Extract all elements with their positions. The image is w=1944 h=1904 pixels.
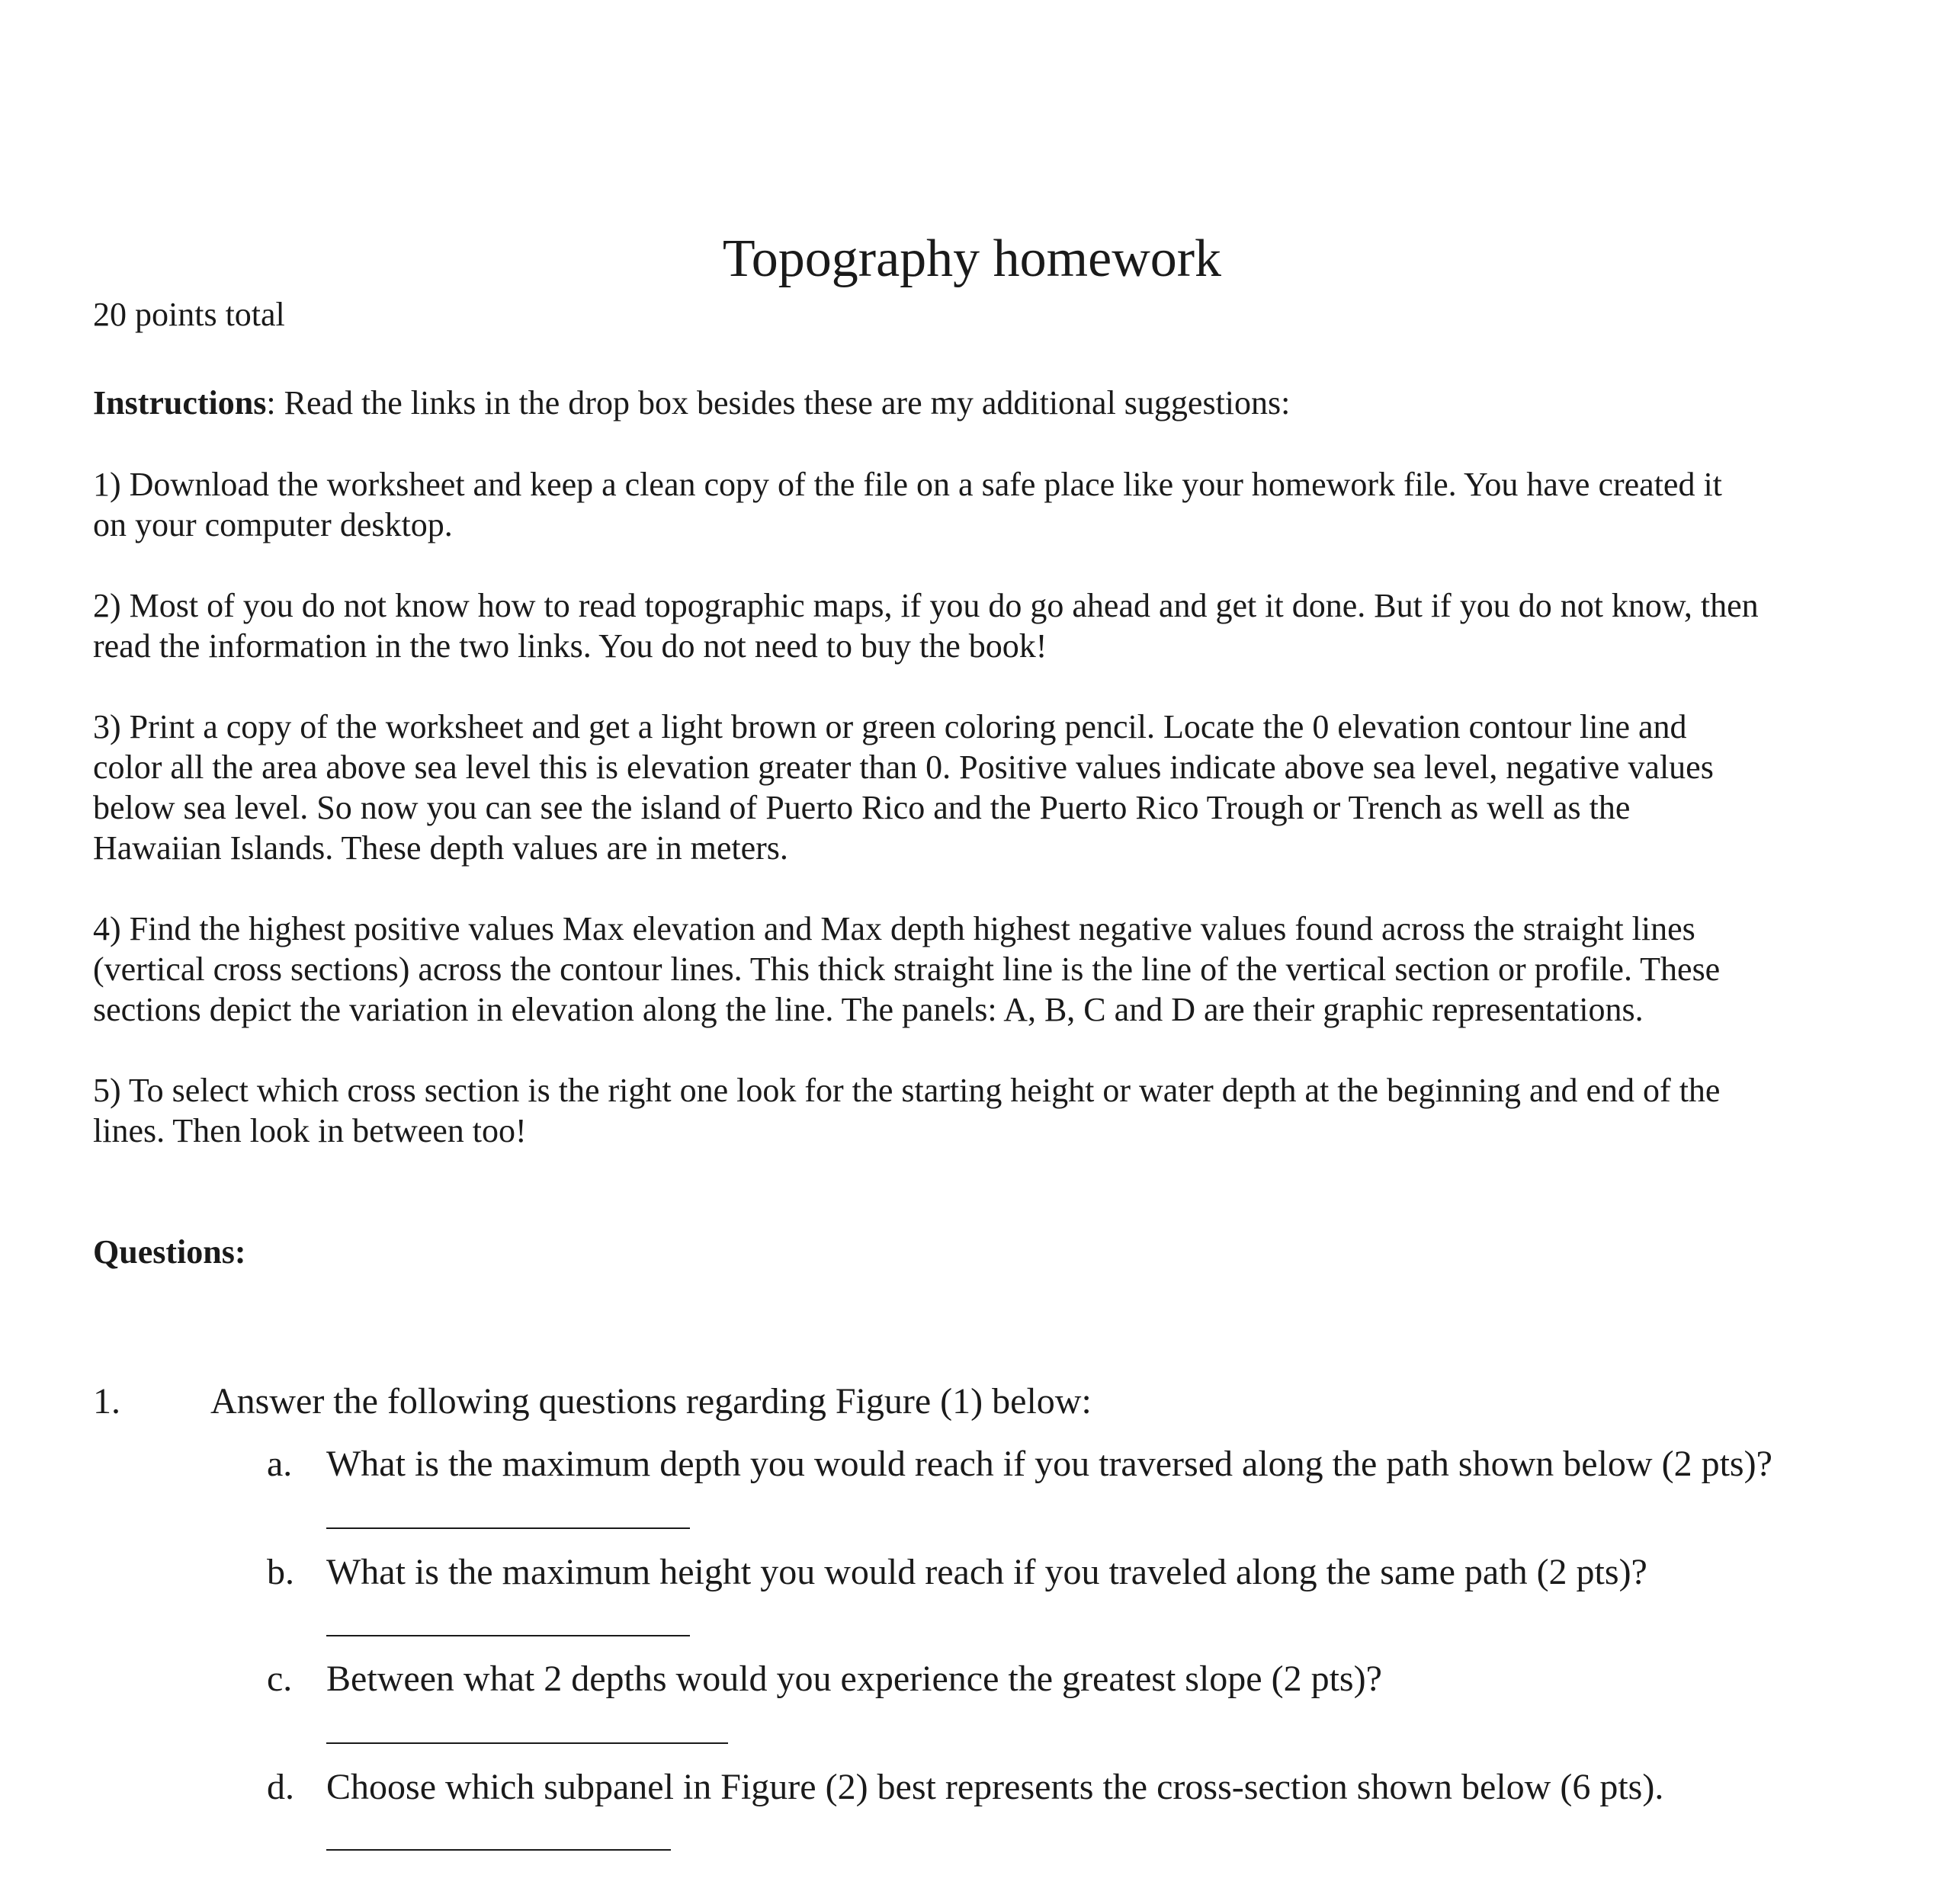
step-3-line-3: below sea level. So now you can see the island of Puerto Rico and the Puerto Rico Trough or Trench as well as the: [93, 789, 1631, 826]
instructions-paragraph: [93, 383, 1290, 424]
question-1a-answer-blank[interactable]: [326, 1527, 690, 1529]
question-1c-letter: c.: [267, 1659, 293, 1699]
step-4-line-2: (vertical cross sections) across the contour lines. This thick straight line is the line of the vertical section or profile. These: [93, 950, 1721, 988]
step-4-line-1: 4) Find the highest positive values Max elevation and Max depth highest negative values found across the straight lines: [93, 910, 1695, 947]
instructions-label: Instructions: [93, 384, 267, 422]
instructions-text: : Read the links in the drop box besides these are my additional suggestions:: [266, 384, 1291, 422]
step-1-line-1: 1) Download the worksheet and keep a clean copy of the file on a safe place like your homework file. You have created it: [93, 466, 1722, 503]
question-1d-text: Choose which subpanel in Figure (2) best represents the cross-section shown below (6 pts).: [326, 1767, 1664, 1807]
question-1b-text: What is the maximum height you would reach if you traveled along the same path (2 pts)?: [326, 1552, 1647, 1592]
question-1c-text: Between what 2 depths would you experience the greatest slope (2 pts)?: [326, 1659, 1382, 1699]
step-2-line-2: read the information in the two links. You do not need to buy the book!: [93, 627, 1047, 665]
step-3-line-4: Hawaiian Islands. These depth values are in meters.: [93, 829, 788, 867]
question-1b-answer-blank[interactable]: [326, 1635, 690, 1636]
step-3-line-1: 3) Print a copy of the worksheet and get a light brown or green coloring pencil. Locate the 0 elevation contour line and: [93, 708, 1687, 745]
question-1c-answer-blank[interactable]: [326, 1742, 728, 1744]
step-2-line-1: 2) Most of you do not know how to read topographic maps, if you do go ahead and get it done. But if you do not know, then: [93, 587, 1759, 624]
page-title: Topography homework: [722, 229, 1222, 288]
step-4-line-3: sections depict the variation in elevation along the line. The panels: A, B, C and D are their graphic representations.: [93, 991, 1644, 1028]
question-1b-letter: b.: [267, 1552, 294, 1592]
question-1-text: Answer the following questions regarding Figure (1) below:: [210, 1381, 1092, 1422]
points-total: 20 points total: [93, 296, 285, 333]
question-1a-letter: a.: [267, 1444, 293, 1484]
questions-heading: Questions:: [93, 1233, 246, 1271]
question-1d-letter: d.: [267, 1767, 294, 1807]
step-5-line-1: 5) To select which cross section is the right one look for the starting height or water depth at the beginning and end of the: [93, 1072, 1721, 1109]
question-1-number: 1.: [93, 1381, 120, 1422]
question-1d-answer-blank[interactable]: [326, 1849, 671, 1851]
question-1a-text: What is the maximum depth you would reach if you traversed along the path shown below (2 pts)?: [326, 1444, 1772, 1484]
step-5-line-2: lines. Then look in between too!: [93, 1112, 527, 1149]
step-3-line-2: color all the area above sea level this is elevation greater than 0. Positive values indicate above sea level, negative values: [93, 748, 1714, 786]
step-1-line-2: on your computer desktop.: [93, 506, 453, 543]
